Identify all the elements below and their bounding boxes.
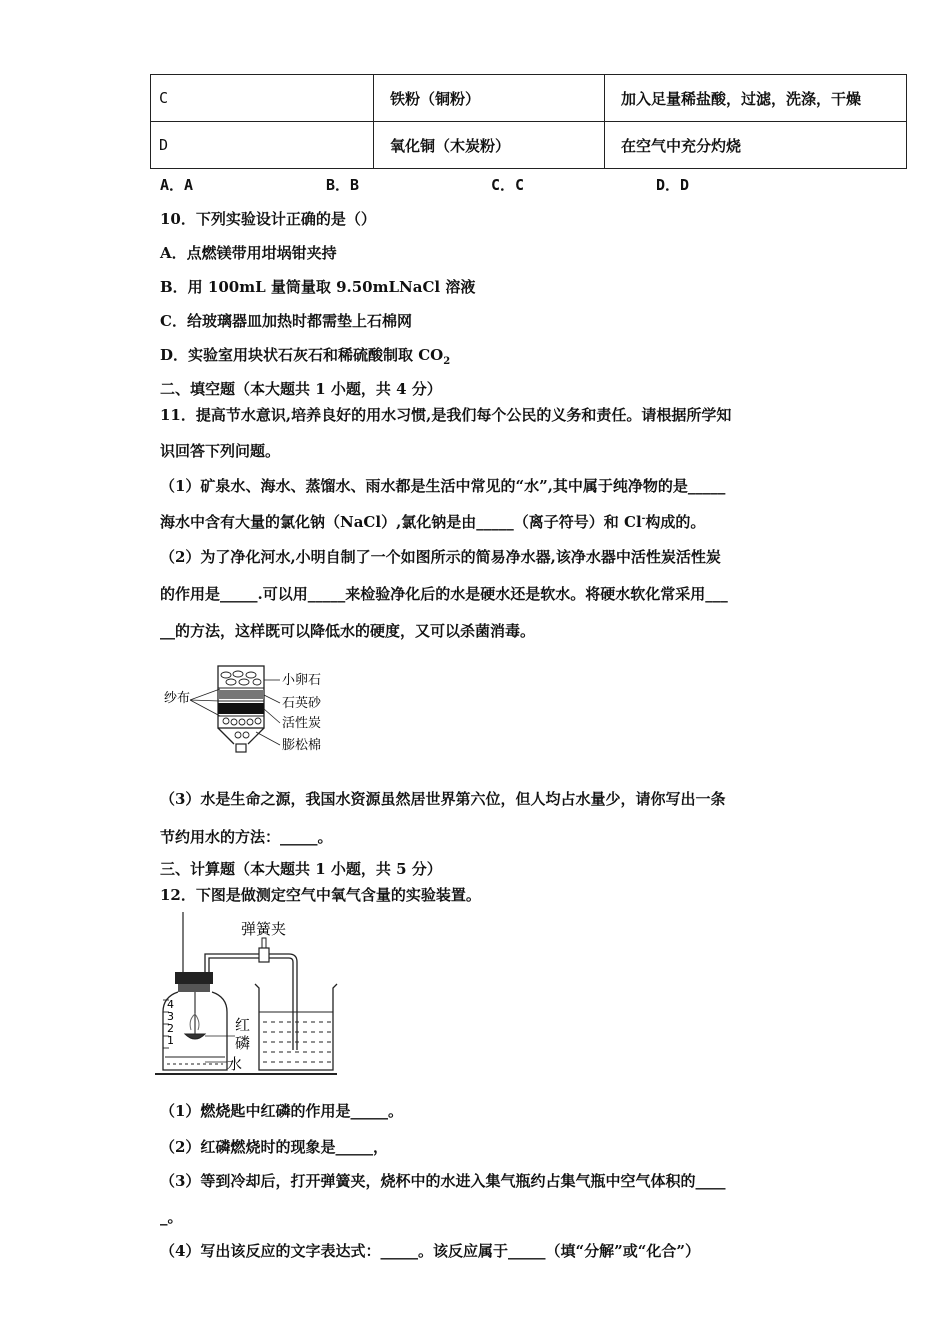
scale-3: 3 (167, 1010, 174, 1023)
label-phosphorus: 磷 (235, 1034, 251, 1052)
apparatus-figure (155, 912, 345, 1082)
q12-p3-line2: _。 (160, 1208, 183, 1226)
option-b: B．B (326, 176, 360, 194)
row-label: C (151, 75, 374, 122)
q10-option-c: C．给玻璃器皿加热时都需垫上石棉网 (160, 312, 412, 330)
table-row (151, 75, 907, 122)
q11-p3-line2: 节约用水的方法：_____。 (160, 828, 333, 846)
q10-option-d: D．实验室用块状石灰石和稀硫酸制取 $CO_2$ (160, 346, 451, 367)
q11-p1-line2: 海水中含有大量的氯化钠（NaCl）,氯化钠是由_____（离子符号）和 Cl-构成的。 (160, 513, 706, 531)
q11-p3-line1: （3）水是生命之源，我国水资源虽然居世界第六位，但人均占水量少，请你写出一条 (160, 790, 726, 808)
q11-p2-line1: （2）为了净化河水,小明自制了一个如图所示的简易净水器,该净水器中活性炭活性炭 (160, 548, 721, 566)
label-pebbles: 小卵石 (282, 673, 322, 688)
q12-p2: （2）红磷燃烧时的现象是_____， (160, 1138, 388, 1156)
option-a: A．A (160, 176, 194, 194)
label-carbon: 活性炭 (282, 716, 322, 731)
section2-heading: 二、填空题（本大题共 1 小题，共 4 分） (160, 380, 442, 398)
scale-1: 1 (167, 1034, 174, 1047)
water-filter-figure (160, 660, 340, 760)
options-table (150, 74, 907, 169)
q12-p4: （4）写出该反应的文字表达式：_____。该反应属于_____（填“分解”或“化合”） (160, 1242, 700, 1260)
label-cotton: 膨松棉 (282, 738, 322, 753)
q12-p1: （1）燃烧匙中红磷的作用是_____。 (160, 1102, 403, 1120)
option-d: D．D (656, 176, 690, 194)
label-clamp: 弹簧夹 (241, 920, 287, 938)
scale-4: 4 (167, 998, 174, 1011)
q11-p1-line1: （1）矿泉水、海水、蒸馏水、雨水都是生活中常见的“水”,其中属于纯净物的是_____ (160, 477, 726, 495)
q11-p2-line2: 的作用是_____.可以用_____来检验净化后的水是硬水还是软水。将硬水软化常采用___ (160, 585, 728, 603)
q12-stem: 12．下图是做测定空气中氧气含量的实验装置。 (160, 886, 481, 904)
row-substance: 氧化铜（木炭粉） (374, 122, 605, 169)
q10-stem: 10．下列实验设计正确的是（） (160, 210, 376, 228)
label-water: 水 (227, 1055, 243, 1073)
row-method: 加入足量稀盐酸，过滤，洗涤，干燥 (605, 75, 907, 122)
row-label: D (151, 122, 374, 169)
q10-option-a: A．点燃镁带用坩埚钳夹持 (160, 244, 337, 262)
option-c: C．C (491, 176, 525, 194)
q11-line2: 识回答下列问题。 (160, 442, 281, 460)
q10-option-b: B．用 100mL 量筒量取 9.50mLNaCl 溶液 (160, 278, 476, 296)
label-red: 红 (235, 1016, 251, 1034)
label-gauze: 纱布 (164, 691, 191, 706)
label-sand: 石英砂 (282, 696, 322, 711)
q11-line1: 11．提高节水意识,培养良好的用水习惯,是我们每个公民的义务和责任。请根据所学知 (160, 406, 732, 424)
q12-p3-line1: （3）等到冷却后，打开弹簧夹，烧杯中的水进入集气瓶约占集气瓶中空气体积的____ (160, 1172, 726, 1190)
section3-heading: 三、计算题（本大题共 1 小题，共 5 分） (160, 860, 442, 878)
table-row (151, 122, 907, 169)
row-substance: 铁粉（铜粉） (374, 75, 605, 122)
q11-p2-line3: __的方法，这样既可以降低水的硬度，又可以杀菌消毒。 (160, 622, 536, 640)
row-method: 在空气中充分灼烧 (605, 122, 907, 169)
scale-2: 2 (167, 1022, 174, 1035)
